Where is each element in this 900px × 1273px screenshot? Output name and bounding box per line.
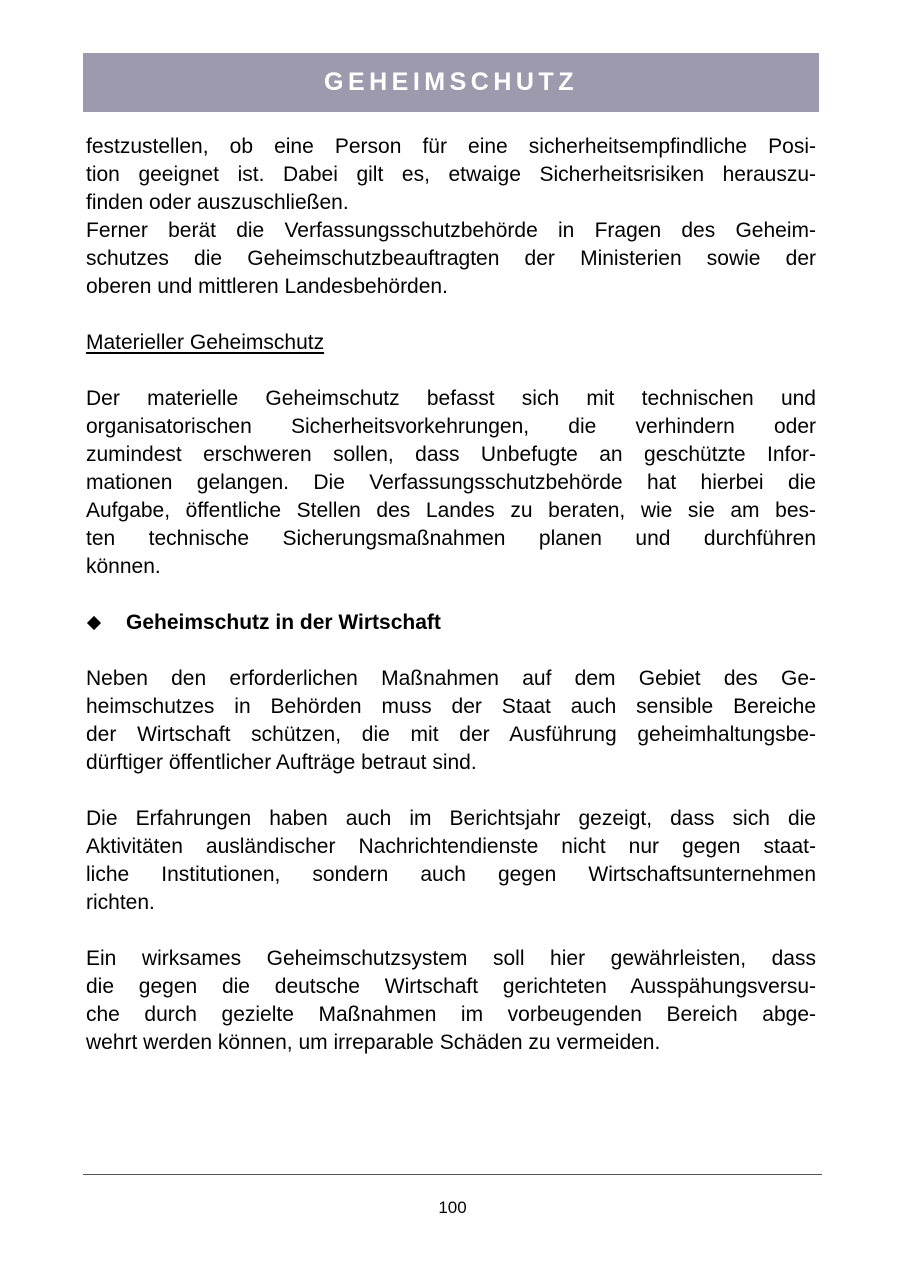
text-line: oberen und mittleren Landesbehörden. (86, 275, 448, 298)
section-header-bar (83, 53, 819, 112)
text-line: liche Institutionen, sondern auch gegen Wirtschaftsunternehmen (86, 863, 816, 886)
text-line: mationen gelangen. Die Verfassungsschutzbehörde hat hierbei die (86, 471, 816, 494)
text-line: schutzes die Geheimschutzbeauftragten der Ministerien sowie der (86, 247, 816, 270)
text-line: tion geeignet ist. Dabei gilt es, etwaige Sicherheitsrisiken herauszu- (86, 163, 816, 186)
text-line: Neben den erforderlichen Maßnahmen auf dem Gebiet des Ge- (86, 667, 816, 690)
page-number: 100 (438, 1198, 467, 1217)
subheading: Materieller Geheimschutz (86, 331, 325, 354)
diamond-icon (87, 616, 101, 630)
paragraph (86, 217, 816, 301)
text-line: Ferner berät die Verfassungsschutzbehörde in Fragen des Geheim- (86, 219, 816, 242)
text-line: wehrt werden können, um irreparable Schäden zu vermeiden. (86, 1031, 661, 1054)
footer-divider (83, 1174, 822, 1175)
text-line: Aktivitäten ausländischer Nachrichtendienste nicht nur gegen staat- (86, 835, 816, 858)
text-line: che durch gezielte Maßnahmen im vorbeugenden Bereich abge- (86, 1003, 816, 1026)
text-line: richten. (86, 891, 155, 914)
text-line: ten technische Sicherungsmaßnahmen planen und durchführen (86, 527, 816, 550)
text-line: finden oder auszuschließen. (86, 191, 349, 214)
text-line: Ein wirksames Geheimschutzsystem soll hier gewährleisten, dass (86, 947, 816, 970)
paragraph (86, 945, 816, 1057)
text-line: zumindest erschweren sollen, dass Unbefugte an geschützte Infor- (86, 443, 816, 466)
section-title: GEHEIMSCHUTZ (324, 68, 578, 96)
text-line: können. (86, 555, 161, 578)
paragraph (86, 805, 816, 917)
text-line: die gegen die deutsche Wirtschaft gerichteten Ausspähungsversu- (86, 975, 816, 998)
text-line: organisatorischen Sicherheitsvorkehrungen, die verhindern oder (86, 415, 816, 438)
subheading-paragraph (86, 329, 816, 357)
text-line: festzustellen, ob eine Person für eine sicherheitsempfindliche Posi- (86, 135, 816, 158)
text-line: Aufgabe, öffentliche Stellen des Landes zu beraten, wie sie am bes- (86, 499, 816, 522)
bullet-heading (86, 609, 816, 637)
paragraph (86, 665, 816, 777)
paragraph (86, 385, 816, 581)
text-line: Die Erfahrungen haben auch im Berichtsjahr gezeigt, dass sich die (86, 807, 816, 830)
text-line: der Wirtschaft schützen, die mit der Ausführung geheimhaltungsbe- (86, 723, 816, 746)
text-line: Der materielle Geheimschutz befasst sich mit technischen und (86, 387, 816, 410)
text-line: heimschutzes in Behörden muss der Staat auch sensible Bereiche (86, 695, 816, 718)
page-body (86, 133, 816, 1057)
text-line: dürftiger öffentlicher Aufträge betraut sind. (86, 751, 477, 774)
paragraph (86, 133, 816, 217)
bullet-heading-text: Geheimschutz in der Wirtschaft (126, 611, 441, 634)
